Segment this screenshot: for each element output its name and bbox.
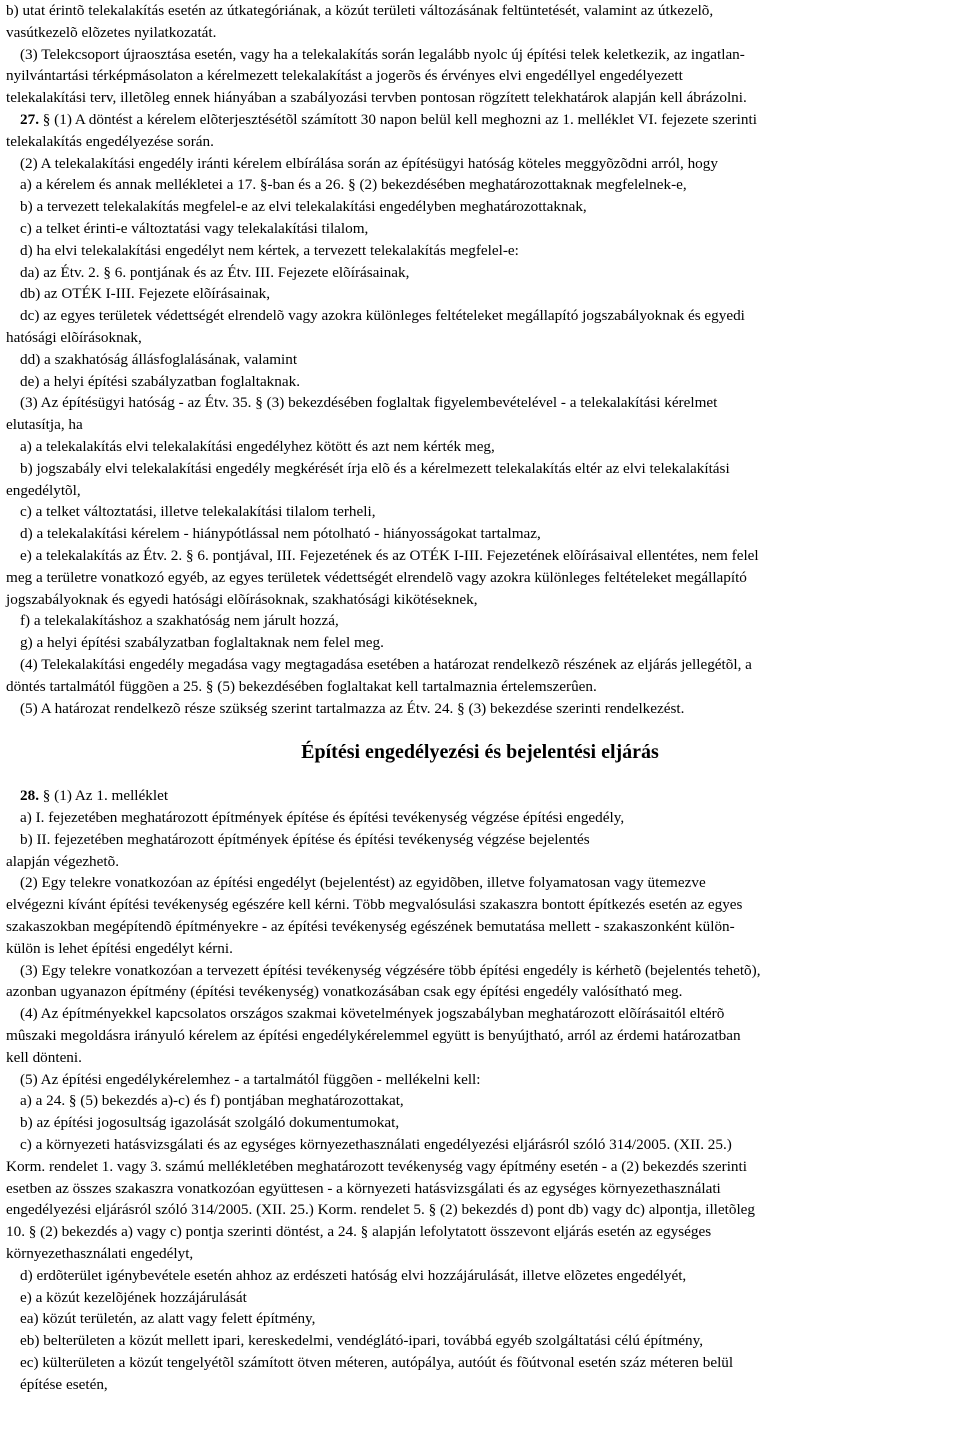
- text-line: vasútkezelõ elõzetes nyilatkozatát.: [6, 23, 217, 41]
- text-line: ec) külterületen a közút tengelyétõl számított ötven méteren, autópálya, autóút és fõútvonal esetén száz méteren belül: [20, 1354, 734, 1372]
- text-line: d) a telekalakítási kérelem - hiánypótlással nem pótolható - hiányosságokat tartalmaz,: [20, 525, 541, 543]
- text-line: kell dönteni.: [6, 1048, 82, 1066]
- text-line: esetben az összes szakaszra vonatkozóan együttesen - a környezeti hatásvizsgálati és az egységes környezethasználati: [6, 1179, 721, 1197]
- text-line: mûszaki megoldásra irányuló kérelem az építési engedélykérelemmel együtt is benyújtható, arról az érdemi határozatban: [6, 1027, 741, 1045]
- text-line: alapján végezhetõ.: [6, 852, 120, 870]
- text-line: g) a helyi építési szabályzatban foglaltaknak nem felel meg.: [20, 634, 384, 652]
- text-line: engedélyezési eljárásról szóló 314/2005. (XII. 25.) Korm. rendelet 5. § (2) bekezdés d) pont db) vagy dc) alpontja, illetõleg: [6, 1201, 756, 1219]
- chapter-heading: Építési engedélyezési és bejelentési eljárás: [301, 741, 659, 764]
- text-line: dc) az egyes területek védettségét elrendelõ vagy azokra különleges feltételeket megállapító jogszabályoknak és egyedi: [20, 307, 745, 325]
- text-line: (5) Az építési engedélykérelemhez - a tartalmától függõen - mellékelni kell:: [20, 1070, 481, 1088]
- text-line: engedélytõl,: [6, 481, 81, 499]
- text-line: a) a 24. § (5) bekezdés a)-c) és f) pontjában meghatározottakat,: [20, 1092, 404, 1110]
- text-line: hatósági elõírásoknak,: [6, 328, 142, 346]
- text-line: d) ha elvi telekalakítási engedélyt nem kértek, a tervezett telekalakítás megfelel-e:: [20, 241, 519, 259]
- text-line: a) I. fejezetében meghatározott építmények építése és építési tevékenység végzése építési engedély,: [20, 809, 625, 827]
- text-line: (5) A határozat rendelkezõ része szükség szerint tartalmazza az Étv. 24. § (3) bekezdése szerinti rendelkezést.: [20, 699, 685, 717]
- text-line: telekalakítási terv, illetõleg ennek hiányában a szabályozási tervben pontosan rögzített telekhatárok alapján kell ábrázolni.: [6, 89, 747, 107]
- section-27-first-line: [6, 109, 954, 131]
- text-line: elutasítja, ha: [6, 416, 83, 434]
- text-line: e) a közút kezelõjének hozzájárulását: [20, 1288, 247, 1306]
- text-line: azonban ugyanazon építmény (építési tevékenység) vonatkozásában csak egy építési engedély valósítható meg.: [6, 983, 683, 1001]
- text-line: 10. § (2) bekezdés a) vagy c) pontja szerinti döntést, a 24. § alapján lefolytatott összevont eljárás esetén az egységes: [6, 1223, 712, 1241]
- text-line: b) II. fejezetében meghatározott építmények építése és építési tevékenység végzése bejelentés: [20, 830, 590, 848]
- text-line: eb) belterületen a közút mellett ipari, kereskedelmi, vendéglátó-ipari, továbbá egyéb szolgáltatási célú építmény,: [20, 1332, 704, 1350]
- text-line: elvégezni kívánt építési tevékenység egészére kell kérni. Több megvalósulási szakaszra bontott építkezés esetén az egyes: [6, 896, 743, 914]
- section-28-text: § (1) Az 1. melléklet: [38, 787, 169, 805]
- text-line: jogszabályoknak és egyedi hatósági elõírásoknak, szakhatósági kikötéseknek,: [6, 590, 478, 608]
- text-line: telekalakítás engedélyezése során.: [6, 132, 214, 150]
- section-28-number: 28.: [20, 787, 39, 805]
- text-line: döntés tartalmától függõen a 25. § (5) bekezdésében foglaltakat kell tartalmaznia értelemszerûen.: [6, 677, 597, 695]
- text-line: d) erdõterület igénybevétele esetén ahhoz az erdészeti hatóság elvi hozzájárulását, illetve elõzetes engedélyét,: [20, 1266, 687, 1284]
- text-line: (4) Telekalakítási engedély megadása vagy megtagadása esetében a határozat rendelkezõ részének az eljárás jellegétõl, a: [20, 655, 752, 673]
- text-line: külön is lehet építési engedélyt kérni.: [6, 939, 233, 957]
- text-line: ea) közút területén, az alatt vagy felett építmény,: [20, 1310, 316, 1328]
- section-26-end: [6, 0, 954, 109]
- text-line: c) a telket változtatási, illetve telekalakítási tilalom terheli,: [20, 503, 376, 521]
- text-line: a) a kérelem és annak mellékletei a 17. §-ban és a 26. § (2) bekezdésében meghatározottaknak megfelelnek-e,: [20, 176, 687, 194]
- section-27: [6, 109, 954, 719]
- text-line: b) jogszabály elvi telekalakítási engedély megkérését írja elõ és a kérelmezett telekalakítás eltér az elvi telekalakítási: [20, 459, 730, 477]
- text-line: de) a helyi építési szabályzatban foglaltaknak.: [20, 372, 301, 390]
- text-line: környezethasználati engedélyt,: [6, 1245, 194, 1263]
- section-27-number: 27.: [20, 110, 39, 128]
- text-line: f) a telekalakításhoz a szakhatóság nem járult hozzá,: [20, 612, 339, 630]
- section-28-first-line: [6, 785, 954, 807]
- text-line: (3) Egy telekre vonatkozóan a tervezett építési tevékenység végzésére több építési engedély is kérhetõ (bejelentés tehetõ),: [20, 961, 761, 979]
- text-line: c) a telket érinti-e változtatási vagy telekalakítási tilalom,: [20, 219, 369, 237]
- text-line: meg a területre vonatkozó egyéb, az egyes területek védettségét elrendelõ vagy azokra különleges feltételeket megállapító: [6, 568, 747, 586]
- text-line: nyilvántartási térképmásolaton a kérelmezett telekalakítást a jogerõs és érvényes elvi engedéllyel engedélyezett: [6, 67, 683, 85]
- text-line: szakaszokban megépítendõ építményekre - az építési tevékenység egészének bemutatása mellett - szakaszonként külön-: [6, 918, 735, 936]
- text-line: db) az OTÉK I-III. Fejezete elõírásainak,: [20, 285, 271, 303]
- text-line: építése esetén,: [20, 1375, 108, 1393]
- section-27-text: § (1) A döntést a kérelem elõterjesztésétõl számított 30 napon belül kell meghozni az 1. melléklet VI. fejezete szerinti: [38, 110, 757, 128]
- text-line: (4) Az építményekkel kapcsolatos országos szakmai követelmények jogszabályban meghatározott elõírásaitól eltérõ: [20, 1005, 725, 1023]
- text-line: a) a telekalakítás elvi telekalakítási engedélyhez kötött és azt nem kérték meg,: [20, 437, 495, 455]
- text-line: b) az építési jogosultság igazolását szolgáló dokumentumokat,: [20, 1114, 400, 1132]
- text-line: (3) Telekcsoport újraosztása esetén, vagy ha a telekalakítás során legalább nyolc új építési telek keletkezik, az ingatlan-: [20, 45, 745, 63]
- text-line: b) utat érintõ telekalakítás esetén az útkategóriának, a közút területi változásának feltüntetését, valamint az útkezelõ,: [6, 2, 714, 19]
- text-line: (2) Egy telekre vonatkozóan az építési engedélyt (bejelentést) az egyidõben, illetve folyamatosan vagy ütemezve: [20, 874, 706, 892]
- text-line: (2) A telekalakítási engedély iránti kérelem elbírálása során az építésügyi hatóság köteles meggyõzõdni arról, hogy: [20, 154, 718, 172]
- text-line: b) a tervezett telekalakítás megfelel-e az elvi telekalakítási engedélyben meghatározottaknak,: [20, 198, 587, 216]
- text-line: Korm. rendelet 1. vagy 3. számú mellékletében meghatározott tevékenység vagy építmény esetén - a (2) bekezdés szerinti: [6, 1157, 747, 1175]
- section-28: [6, 785, 954, 1395]
- text-line: (3) Az építésügyi hatóság - az Étv. 35. § (3) bekezdésében foglaltak figyelembevételével - a telekalakítási kérelmet: [20, 394, 718, 412]
- text-line: e) a telekalakítás az Étv. 2. § 6. pontjával, III. Fejezetének és az OTÉK I-III. Fejezetének elõírásaival ellentétes, nem felel: [20, 546, 759, 564]
- text-line: da) az Étv. 2. § 6. pontjának és az Étv. III. Fejezete elõírásainak,: [20, 263, 410, 281]
- text-line: dd) a szakhatóság állásfoglalásának, valamint: [20, 350, 298, 368]
- text-line: c) a környezeti hatásvizsgálati és az egységes környezethasználati engedélyezési eljárásról szóló 314/2005. (XII. 25.): [20, 1136, 732, 1154]
